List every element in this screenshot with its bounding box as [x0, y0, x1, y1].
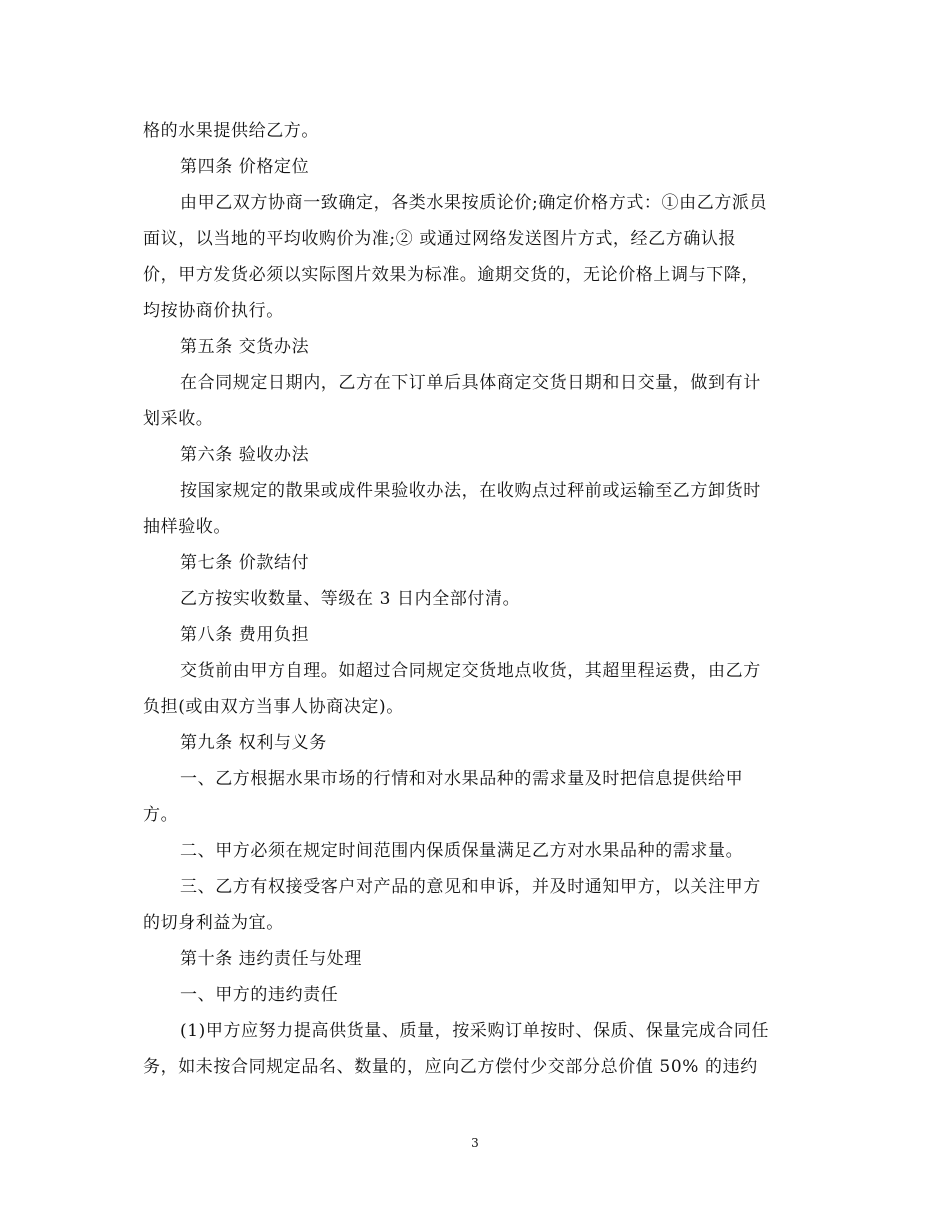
- article-10-heading: 第十条 违约责任与处理: [180, 949, 363, 969]
- text-line: 交货前由甲方自理。如超过合同规定交货地点收货，其超里程运费，由乙方: [180, 661, 761, 681]
- article-8-heading: 第八条 费用负担: [180, 625, 310, 645]
- article-9-heading: 第九条 权利与义务: [180, 733, 327, 753]
- text-line: 三、乙方有权接受客户对产品的意见和申诉，并及时通知甲方，以关注甲方: [180, 877, 761, 897]
- text-line: 按国家规定的散果或成件果验收办法，在收购点过秤前或运输至乙方卸货时: [180, 481, 761, 501]
- text-line: 二、甲方必须在规定时间范围内保质保量满足乙方对水果品种的需求量。: [180, 841, 744, 861]
- article-5-heading: 第五条 交货办法: [180, 337, 310, 357]
- text-line: 一、甲方的违约责任: [180, 985, 339, 1005]
- text-line: 方。: [143, 805, 179, 825]
- text-line: 乙方按实收数量、等级在 3 日内全部付清。: [180, 589, 521, 609]
- text-line: 抽样验收。: [143, 517, 231, 537]
- document-body: [143, 113, 811, 1085]
- text-line: 价，甲方发货必须以实际图片效果为标准。逾期交货的，无论价格上调与下降，: [143, 265, 759, 285]
- article-7-heading: 第七条 价款结付: [180, 553, 310, 573]
- article-6-heading: 第六条 验收办法: [180, 445, 310, 465]
- text-line: 负担(或由双方当事人协商决定)。: [143, 697, 404, 717]
- text-line: 面议，以当地的平均收购价为准;② 或通过网络发送图片方式，经乙方确认报: [143, 229, 737, 249]
- page-number: 3: [471, 1136, 479, 1150]
- article-4-heading: 第四条 价格定位: [180, 157, 310, 177]
- text-line: 划采收。: [143, 409, 214, 429]
- text-line: 务，如未按合同规定品名、数量的，应向乙方偿付少交部分总价值 50% 的违约: [143, 1057, 758, 1077]
- text-line: 的切身利益为宜。: [143, 913, 284, 933]
- text-line: 格的水果提供给乙方。: [143, 121, 319, 141]
- text-line: 均按协商价执行。: [143, 301, 284, 321]
- text-line: (1)甲方应努力提高供货量、质量，按采购订单按时、保质、保量完成合同任: [180, 1021, 770, 1041]
- text-line: 一、乙方根据水果市场的行情和对水果品种的需求量及时把信息提供给甲: [180, 769, 744, 789]
- text-line: 在合同规定日期内，乙方在下订单后具体商定交货日期和日交量，做到有计: [180, 373, 761, 393]
- text-line: 由甲乙双方协商一致确定，各类水果按质论价;确定价格方式：①由乙方派员: [180, 193, 768, 213]
